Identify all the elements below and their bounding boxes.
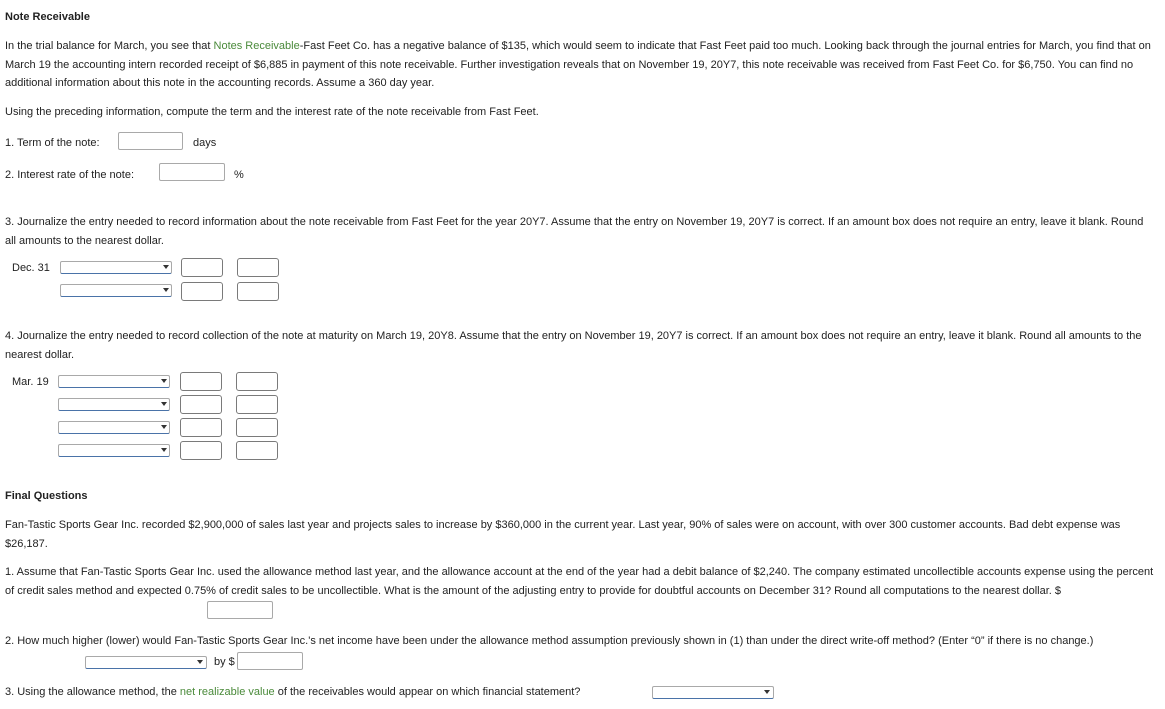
- by-dollar-label: by $: [214, 656, 235, 668]
- chevron-down-icon: [161, 402, 167, 406]
- chevron-down-icon: [161, 425, 167, 429]
- credit-amount-box[interactable]: [236, 418, 278, 437]
- final-question-1-text: 1. Assume that Fan-Tastic Sports Gear Inc. used the allowance method last year, and the allowance account at the end of the year had a debit balance of $2,240. The company estimated uncollectible accounts expense using the percent of credit sales method and expected 0.75% of credit sales to be uncollectible. What is the amount of the adjusting entry to provide for doubtful accounts on December 31? Round all computations to the nearest dollar.: [5, 566, 1154, 597]
- chevron-down-icon: [197, 660, 203, 664]
- debit-amount-box[interactable]: [181, 282, 223, 301]
- problem-description: [5, 37, 1155, 93]
- chevron-down-icon: [161, 448, 167, 452]
- account-dropdown[interactable]: [58, 421, 170, 434]
- net-realizable-value-link[interactable]: net realizable value: [179, 686, 275, 698]
- dollar-prefix: $: [1054, 584, 1062, 597]
- account-dropdown[interactable]: [58, 444, 170, 457]
- journal-date-dec31: Dec. 31: [12, 262, 50, 274]
- instruction-text: Using the preceding information, compute the term and the interest rate of the note receivable from Fast Feet.: [5, 106, 539, 118]
- account-dropdown[interactable]: [58, 375, 170, 388]
- adjusting-entry-amount-input[interactable]: [207, 601, 273, 619]
- debit-amount-box[interactable]: [181, 258, 223, 277]
- interest-rate-label: 2. Interest rate of the note:: [5, 169, 135, 181]
- credit-amount-box[interactable]: [237, 258, 279, 277]
- credit-amount-box[interactable]: [236, 441, 278, 460]
- chevron-down-icon: [163, 265, 169, 269]
- term-unit: days: [193, 137, 217, 149]
- chevron-down-icon: [163, 288, 169, 292]
- term-input[interactable]: [118, 132, 183, 150]
- higher-lower-dropdown[interactable]: [85, 656, 207, 669]
- chevron-down-icon: [764, 690, 770, 694]
- credit-amount-box[interactable]: [237, 282, 279, 301]
- account-dropdown[interactable]: [60, 261, 172, 274]
- account-dropdown[interactable]: [58, 398, 170, 411]
- notes-receivable-link[interactable]: Notes Receivable: [213, 40, 300, 52]
- chevron-down-icon: [161, 379, 167, 383]
- final-question-2-text: 2. How much higher (lower) would Fan-Tastic Sports Gear Inc.'s net income have been under the allowance method assumption previously shown in (1) than under the direct write-off method? (Enter “0” if there is no change.): [5, 635, 1094, 647]
- question-3-text: 3. Journalize the entry needed to record information about the note receivable from Fast Feet for the year 20Y7. Assume that the entry on November 19, 20Y7 is correct. If an amount box does not require an entry, leave it blank. Round all amounts to the nearest dollar.: [5, 216, 1144, 247]
- final-question-3-text-a: 3. Using the allowance method, the: [5, 686, 180, 698]
- account-dropdown[interactable]: [60, 284, 172, 297]
- financial-statement-dropdown[interactable]: [652, 686, 774, 699]
- debit-amount-box[interactable]: [180, 372, 222, 391]
- interest-rate-input[interactable]: [159, 163, 225, 181]
- credit-amount-box[interactable]: [236, 395, 278, 414]
- final-question-2: [5, 632, 1155, 651]
- final-question-3: [5, 686, 580, 698]
- debit-amount-box[interactable]: [180, 441, 222, 460]
- section-title-note-receivable: Note Receivable: [5, 11, 90, 23]
- interest-rate-unit: %: [234, 169, 244, 181]
- description-text-a: In the trial balance for March, you see that: [5, 40, 214, 52]
- term-label: 1. Term of the note:: [5, 137, 100, 149]
- debit-amount-box[interactable]: [180, 395, 222, 414]
- journal-date-mar19: Mar. 19: [12, 376, 49, 388]
- final-question-1: [5, 563, 1155, 600]
- final-question-3-text-b: of the receivables would appear on which financial statement?: [274, 686, 581, 698]
- credit-amount-box[interactable]: [236, 372, 278, 391]
- debit-amount-box[interactable]: [180, 418, 222, 437]
- section-title-final-questions: Final Questions: [5, 490, 88, 502]
- question-4-text: 4. Journalize the entry needed to record collection of the note at maturity on March 19, 20Y8. Assume that the entry on November 19, 20Y7 is correct. If an amount box does not require an entry, leave it blank. Round all amounts to the nearest dollar.: [5, 330, 1142, 361]
- description-text-b: -Fast Feet Co. has a negative balance of $135, which would seem to indicate that Fast Feet paid too much. Looking back through the journal entries for March, you find that on March 19 the accounting intern recorded receipt of $6,885 in payment of this note receivable. Further investigation reveals that on November 19, 20Y7, this note receivable was received from Fast Feet Co. for $6,750. You can find no additional information about this note in the accounting records. Assume a 360 day year.: [5, 40, 1151, 89]
- net-income-difference-input[interactable]: [237, 652, 303, 670]
- final-intro-text: Fan-Tastic Sports Gear Inc. recorded $2,900,000 of sales last year and projects sales to increase by $360,000 in the current year. Last year, 90% of sales were on account, with over 300 customer accounts. Bad debt expense was $26,187.: [5, 519, 1121, 550]
